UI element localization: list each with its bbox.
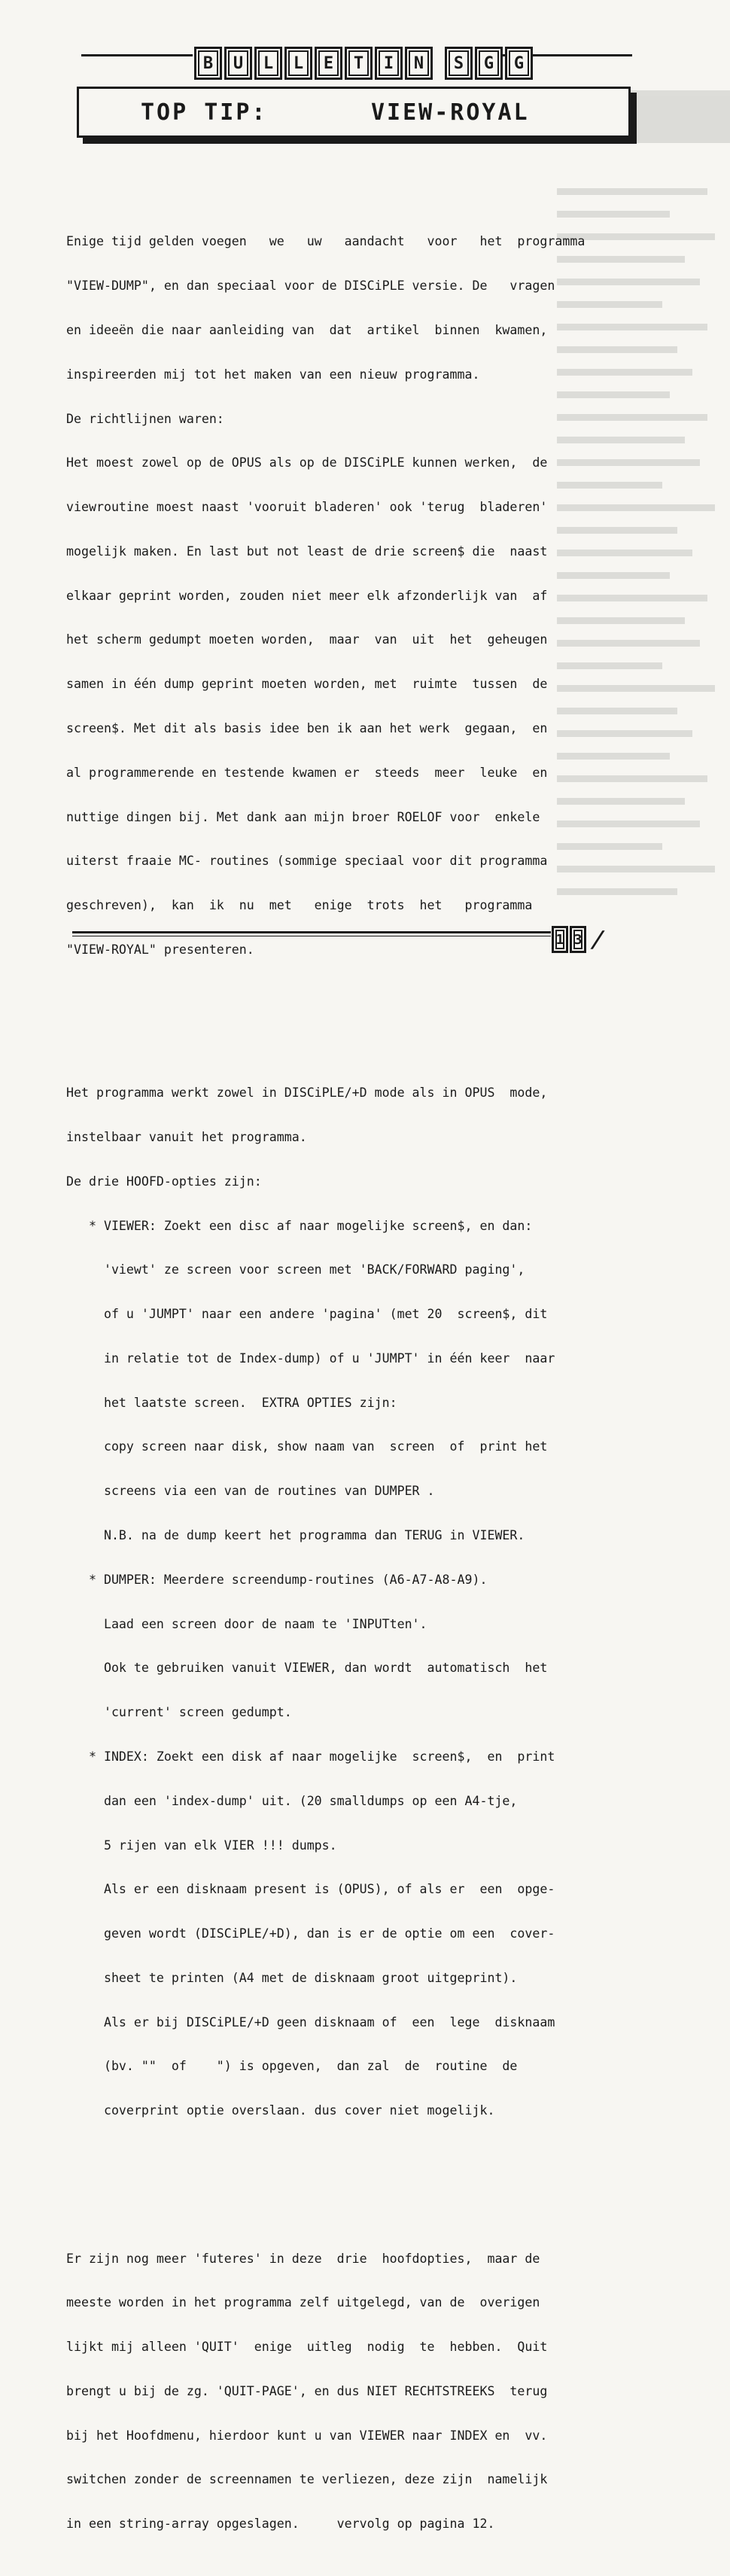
text-line: al programmerende en testende kwamen er steeds meer leuke en: [66, 765, 548, 780]
title-letter: U: [224, 47, 252, 80]
text-line: * DUMPER: Meerdere screendump-routines (A6-A7-A8-A9).: [66, 1572, 488, 1587]
text-line: screens via een van de routines van DUMPER .: [66, 1484, 435, 1499]
text-line: geschreven), kan ik nu met enige trots het programma: [66, 898, 533, 913]
text-line: sheet te printen (A4 met de disknaam groot uitgeprint).: [66, 1970, 518, 1985]
text-line: 'current' screen gedumpt.: [66, 1705, 292, 1720]
page-number: [552, 926, 607, 953]
text-line: Enige tijd gelden voegen we uw aandacht voor het programma: [66, 234, 586, 249]
text-line: screen$. Met dit als basis idee ben ik aan het werk gegaan, en: [66, 720, 548, 735]
text-line: brengt u bij de zg. 'QUIT-PAGE', en dus NIET RECHTSTREEKS terug: [66, 2383, 548, 2398]
text-line: Er zijn nog meer 'futeres' in deze drie hoofdopties, maar de: [66, 2251, 540, 2266]
text-line: mogelijk maken. En last but not least de drie screen$ die naast: [66, 544, 548, 559]
page-digit: 1: [552, 926, 568, 953]
text-line: inspireerden mij tot het maken van een nieuw programma.: [66, 367, 480, 382]
banner-label: TOP TIP:: [141, 99, 268, 126]
text-line: De richtlijnen waren:: [66, 411, 224, 426]
text-line: instelbaar vanuit het programma.: [66, 1130, 307, 1144]
text-line: Het moest zowel op de OPUS als op de DISCiPLE kunnen werken, de: [66, 455, 548, 470]
text-line: of u 'JUMPT' naar een andere 'pagina' (met 20 screen$, dit: [66, 1307, 548, 1322]
text-line: "VIEW-DUMP", en dan speciaal voor de DISCiPLE versie. De vragen: [66, 279, 555, 294]
text-line: 5 rijen van elk VIER !!! dumps.: [66, 1838, 337, 1853]
title-letter: S: [445, 47, 473, 80]
title-letter: T: [345, 47, 373, 80]
bulletin-title: [194, 47, 533, 80]
text-line: Als er een disknaam present is (OPUS), of als er een opge-: [66, 1882, 555, 1897]
text-line: 'viewt' ze screen voor screen met 'BACK/FORWARD paging',: [66, 1262, 525, 1277]
text-line: dan een 'index-dump' uit. (20 smalldumps op een A4-tje,: [66, 1793, 518, 1808]
text-line: (bv. "" of ") is opgeven, dan zal de routine de: [66, 2059, 518, 2074]
text-line: coverprint optie overslaan. dus cover niet mogelijk.: [66, 2103, 495, 2118]
text-line: samen in één dump geprint moeten worden, met ruimte tussen de: [66, 677, 548, 692]
title-letter: G: [505, 47, 533, 80]
header-rule-left: [81, 54, 193, 56]
text-line: viewroutine moest naast 'vooruit bladeren' ook 'terug bladeren': [66, 500, 548, 515]
text-line: in een string-array opgeslagen. vervolg op pagina 12.: [66, 2517, 495, 2532]
text-line: lijkt mij alleen 'QUIT' enige uitleg nodig te hebben. Quit: [66, 2340, 548, 2355]
title-letter: G: [475, 47, 503, 80]
text-line: het laatste screen. EXTRA OPTIES zijn:: [66, 1395, 397, 1410]
text-line: Als er bij DISCiPLE/+D geen disknaam of een lege disknaam: [66, 2014, 555, 2029]
text-line: bij het Hoofdmenu, hierdoor kunt u van VIEWER naar INDEX en vv.: [66, 2428, 548, 2443]
paragraph-extras: [66, 2221, 646, 2561]
text-line: geven wordt (DISCiPLE/+D), dan is er de optie om een cover-: [66, 1926, 555, 1941]
text-line: * VIEWER: Zoekt een disc af naar mogelijke screen$, en dan:: [66, 1218, 533, 1233]
text-line: nuttige dingen bij. Met dank aan mijn broer ROELOF voor enkele: [66, 809, 540, 824]
page-digit: 3: [570, 926, 586, 953]
text-line: switchen zonder de screennamen te verliezen, deze zijn namelijk: [66, 2472, 548, 2487]
title-letter: E: [315, 47, 342, 80]
text-line: elkaar geprint worden, zouden niet meer elk afzonderlijk van af: [66, 588, 548, 603]
text-line: "VIEW-ROYAL" presenteren.: [66, 942, 254, 957]
text-line: copy screen naar disk, show naam van screen of print het: [66, 1439, 548, 1454]
article-body: [66, 175, 646, 2576]
title-letter: L: [284, 47, 312, 80]
text-line: het scherm gedumpt moeten worden, maar van uit het geheugen: [66, 632, 548, 647]
text-line: in relatie tot de Index-dump) of u 'JUMPT' in één keer naar: [66, 1350, 555, 1366]
banner-subject: VIEW-ROYAL: [371, 99, 530, 126]
top-tip-banner: [77, 87, 631, 138]
text-line: De drie HOOFD-opties zijn:: [66, 1174, 262, 1189]
paragraph-intro: [66, 205, 646, 986]
text-line: N.B. na de dump keert het programma dan TERUG in VIEWER.: [66, 1528, 525, 1543]
text-line: meeste worden in het programma zelf uitgelegd, van de overigen: [66, 2295, 540, 2310]
title-letter: L: [254, 47, 282, 80]
title-letter: I: [375, 47, 403, 80]
text-line: * INDEX: Zoekt een disk af naar mogelijke screen$, en print: [66, 1749, 555, 1764]
title-letter: B: [194, 47, 222, 80]
page-mark: /: [588, 926, 607, 953]
paragraph-options: [66, 1056, 646, 2148]
text-line: uiterst fraaie MC- routines (sommige speciaal voor dit programma: [66, 854, 548, 869]
text-line: Laad een screen door de naam te 'INPUTten'.: [66, 1616, 427, 1631]
text-line: Ook te gebruiken vanuit VIEWER, dan wordt automatisch het: [66, 1661, 548, 1676]
text-line: Het programma werkt zowel in DISCiPLE/+D mode als in OPUS mode,: [66, 1086, 548, 1101]
text-line: en ideeën die naar aanleiding van dat artikel binnen kwamen,: [66, 322, 548, 337]
footer-rule: [72, 931, 551, 933]
title-letter: N: [405, 47, 433, 80]
